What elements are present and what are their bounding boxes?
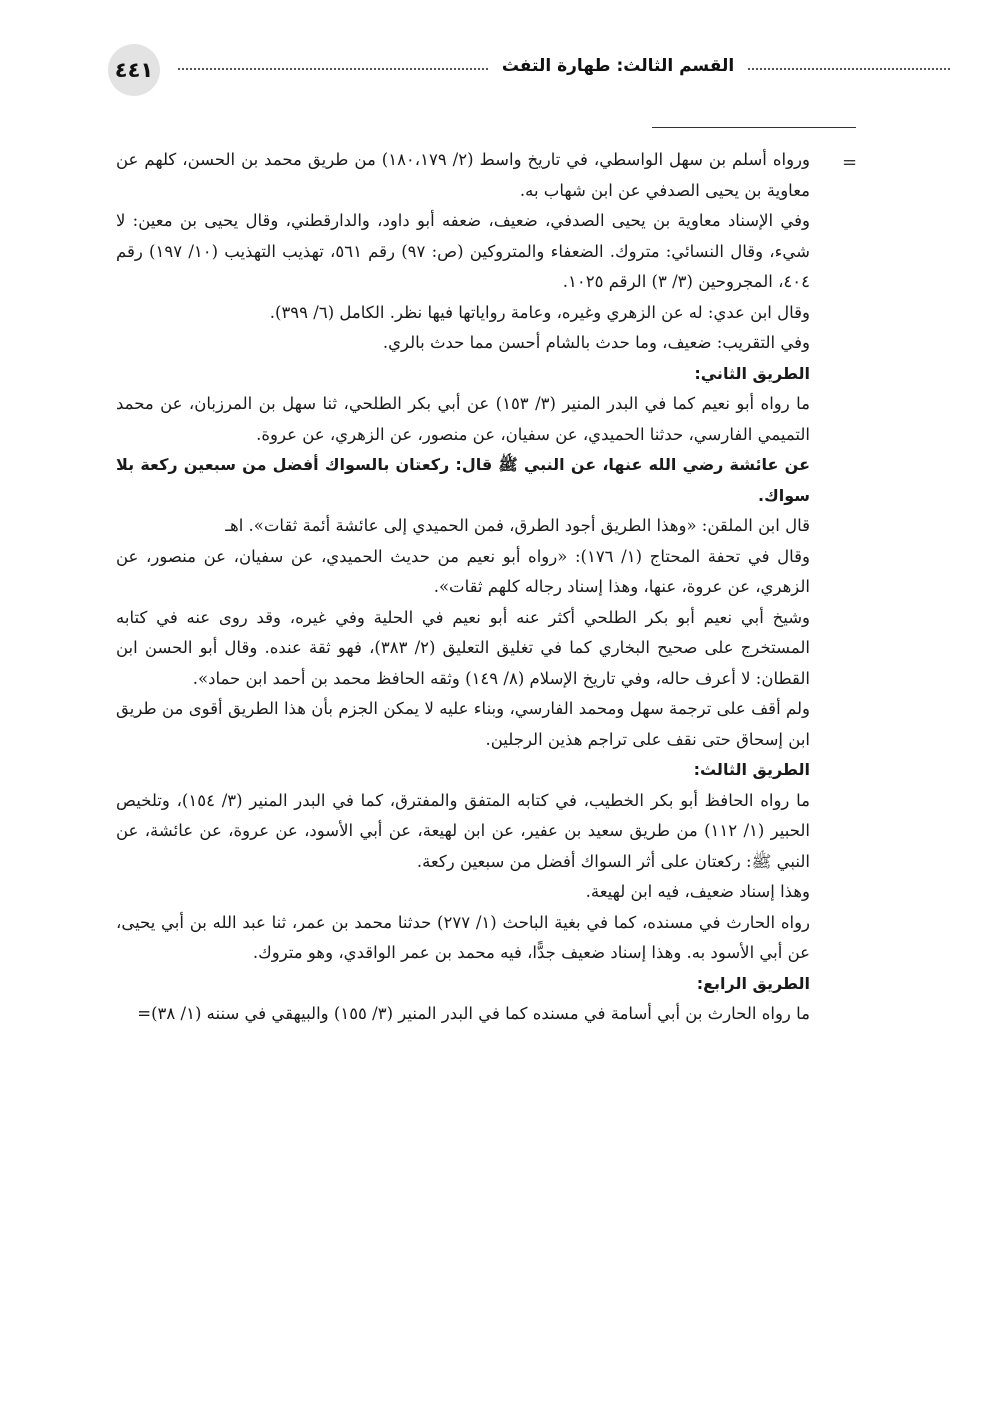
page-header (108, 44, 850, 96)
header-dotted-leader (178, 68, 488, 70)
paragraph: قال ابن الملقن: «وهذا الطريق أجود الطرق، فمن الحميدي إلى عائشة أئمة ثقات». اهـ (225, 516, 810, 535)
paragraph: ما رواه أبو نعيم كما في البدر المنير (٣/ ١٥٣) عن أبي بكر الطلحي، ثنا سهل بن المرزبان، عن محمد التميمي الفارسي، حدثنا الحميدي، عن سفيان، عن منصور، عن الزهري، عن عروة. (116, 394, 810, 444)
footnote-continuation-mark: = (842, 152, 858, 173)
footnote-separator (652, 127, 856, 128)
section-heading: الطريق الرابع: (696, 973, 810, 993)
paragraph: ورواه أسلم بن سهل الواسطي، في تاريخ واسط (٢/ ١٨٠،١٧٩) من طريق محمد بن الحسن، كلهم عن معاوية بن يحيى الصدفي عن ابن شهاب به. (116, 150, 810, 200)
header-dotted-leader (748, 68, 950, 70)
footnote-body (116, 145, 810, 1030)
paragraph: وفي الإسناد معاوية بن يحيى الصدفي، ضعيف، ضعفه أبو داود، والدارقطني، وقال يحيى بن معين: لا شيء، وقال النسائي: متروك. الضعفاء والمتروكين (ص: ٩٧) رقم ٥٦١، تهذيب التهذيب (١٠/ ١٩٧) رقم ٤٠٤، المجروحين (٣/ ٣) الرقم ١٠٢٥. (116, 211, 810, 291)
paragraph: ما رواه الحارث بن أبي أسامة في مسنده كما في البدر المنير (٣/ ١٥٥) والبيهقي في سننه (١/ ٣٨)= (137, 1004, 810, 1023)
running-title: القسم الثالث: طهارة التفث (501, 56, 735, 76)
paragraph: ما رواه الحافظ أبو بكر الخطيب، في كتابه المتفق والمفترق، كما في البدر المنير (٣/ ١٥٤)، وتلخيص الحبير (١/ ١١٢) من طريق سعيد بن عفير، عن ابن لهيعة، عن أبي الأسود، عن عروة، عن عائشة، عن النبي ﷺ: ركعتان على أثر السواك أفضل من سبعين ركعة. (116, 790, 810, 871)
paragraph: وقال في تحفة المحتاج (١/ ١٧٦): «رواه أبو نعيم من حديث الحميدي، عن سفيان، عن منصور، عن الزهري، عن عروة، عنها، وهذا إسناد رجاله كلهم ثقات». (116, 546, 810, 596)
paragraph: ولم أقف على ترجمة سهل ومحمد الفارسي، وبناء عليه لا يمكن الجزم بأن هذا الطريق أقوى من طريق ابن إسحاق حتى نقف على تراجم هذين الرجلين. (116, 699, 810, 749)
paragraph: رواه الحارث في مسنده، كما في بغية الباحث (١/ ٢٧٧) حدثنا محمد بن عمر، ثنا عبد الله بن أبي يحيى، عن أبي الأسود به. وهذا إسناد ضعيف جدًّا، فيه محمد بن عمر الواقدي، وهو متروك. (116, 912, 811, 962)
section-heading: الطريق الثالث: (693, 760, 810, 779)
section-heading: الطريق الثاني: (694, 363, 810, 383)
page-number: ٤٤١ (108, 44, 160, 96)
paragraph: وشيخ أبي نعيم أبو بكر الطلحي أكثر عنه أبو نعيم في الحلية وفي غيره، وقد روى عنه في كتابه المستخرج على صحيح البخاري كما في تغليق التعليق (٢/ ٣٨٣)، فهو ثقة عنده. وقال أبو الحسن ابن القطان: لا أعرف حاله، وفي تاريخ الإسلام (٨/ ١٤٩) وثقه الحافظ محمد بن أحمد ابن حماد». (116, 607, 810, 688)
paragraph: وقال ابن عدي: له عن الزهري وغيره، وعامة رواياتها فيها نظر. الكامل (٦/ ٣٩٩). (269, 302, 810, 322)
paragraph: وهذا إسناد ضعيف، فيه ابن لهيعة. (585, 882, 810, 901)
hadith-text: عن عائشة رضي الله عنها، عن النبي ﷺ قال: ركعتان بالسواك أفضل من سبعين ركعة بلا سواك. (116, 455, 810, 505)
paragraph: وفي التقريب: ضعيف، وما حدث بالشام أحسن مما حدث بالري. (382, 333, 810, 352)
